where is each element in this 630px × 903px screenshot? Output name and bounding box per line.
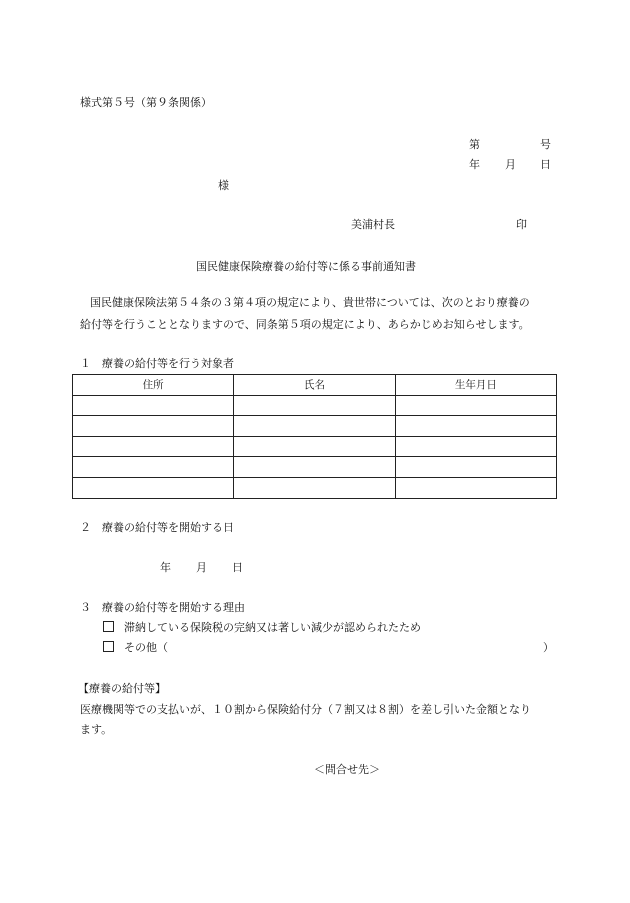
start-date-day: 日 [232, 561, 243, 574]
issuer-title: 美浦村長 [351, 218, 395, 231]
date-day: 日 [540, 158, 551, 171]
checkbox-icon[interactable] [103, 641, 114, 652]
intro-line-2: 給付等を行うこととなりますので、同条第５項の規定により、あらかじめお知らせします。 [80, 318, 530, 331]
start-date-month: 月 [196, 561, 207, 574]
doc-number-suffix: 号 [540, 138, 551, 151]
option-label: 滞納している保険税の完納又は著しい減少が認められたため [124, 621, 421, 634]
address-cell[interactable] [73, 436, 234, 457]
note-heading: 【療養の給付等】 [78, 682, 166, 695]
intro-line-1: 国民健康保険法第５４条の３第４項の規定により、貴世帯については、次のとおり療養の [90, 296, 530, 309]
name-cell[interactable] [234, 416, 395, 437]
table-row [73, 395, 557, 416]
table-row [73, 436, 557, 457]
birthdate-cell[interactable] [395, 477, 556, 498]
address-cell[interactable] [73, 457, 234, 478]
seal-mark: 印 [516, 218, 527, 231]
column-header-address: 住所 [73, 375, 234, 396]
date-year: 年 [469, 158, 480, 171]
checkbox-icon[interactable] [103, 621, 114, 632]
address-cell[interactable] [73, 477, 234, 498]
address-cell[interactable] [73, 395, 234, 416]
option-label: その他（ [124, 641, 168, 654]
birthdate-cell[interactable] [395, 436, 556, 457]
date-month: 月 [505, 158, 516, 171]
reason-option-delinquency[interactable] [103, 621, 421, 635]
section3-heading: ３ 療養の給付等を開始する理由 [80, 601, 245, 614]
table-row [73, 477, 557, 498]
birthdate-cell[interactable] [395, 457, 556, 478]
addressee-suffix: 様 [218, 179, 229, 192]
form-number: 様式第５号（第９条関係） [80, 96, 212, 109]
target-persons-table [72, 374, 557, 499]
table-header-row [73, 375, 557, 396]
column-header-birthdate: 生年月日 [395, 375, 556, 396]
section1-heading: １ 療養の給付等を行う対象者 [80, 357, 234, 370]
birthdate-cell[interactable] [395, 395, 556, 416]
name-cell[interactable] [234, 395, 395, 416]
address-cell[interactable] [73, 416, 234, 437]
start-date-year: 年 [160, 561, 171, 574]
note-line-1: 医療機関等での支払いが、１０割から保険給付分（７割又は８割）を差し引いた金額となり [80, 703, 531, 716]
note-line-2: ます。 [80, 723, 113, 736]
birthdate-cell[interactable] [395, 416, 556, 437]
other-reason-close-paren: ） [543, 641, 554, 654]
name-cell[interactable] [234, 436, 395, 457]
name-cell[interactable] [234, 457, 395, 478]
name-cell[interactable] [234, 477, 395, 498]
column-header-name: 氏名 [234, 375, 395, 396]
table-row [73, 416, 557, 437]
doc-number-label: 第 [469, 138, 480, 151]
document-title: 国民健康保険療養の給付等に係る事前通知書 [196, 260, 416, 273]
section2-heading: ２ 療養の給付等を開始する日 [80, 521, 234, 534]
table-row [73, 457, 557, 478]
contact-heading: ＜問合せ先＞ [314, 763, 380, 776]
reason-option-other[interactable] [103, 641, 168, 655]
